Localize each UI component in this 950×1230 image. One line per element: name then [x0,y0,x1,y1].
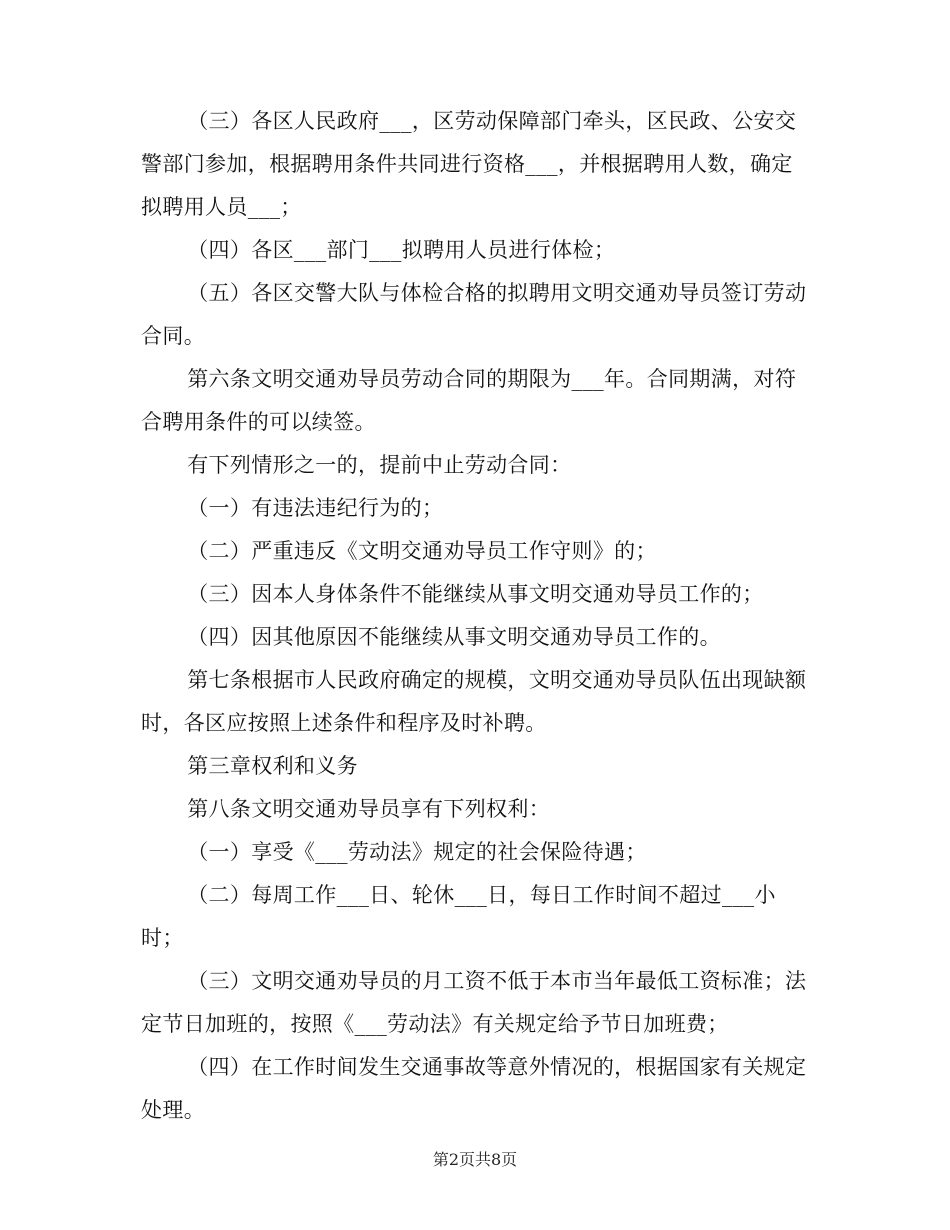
document-body [141,100,811,1132]
paragraph-3: （五）各区交警大队与体检合格的拟聘用文明交通劝导员签订劳动合同。 [141,281,807,348]
paragraph-9: （四）因其他原因不能继续从事文明交通劝导员工作的。 [187,625,721,649]
paragraph-14: （二）每周工作___日、轮休___日，每日工作时间不超过___小时； [141,883,776,950]
paragraph-12: 第八条文明交通劝导员享有下列权利： [187,797,551,821]
paragraph-1: （三）各区人民政府___，区劳动保障部门牵头，区民政、公安交警部门参加，根据聘用条件共同进行资格___，并根据聘用人数，确定拟聘用人员___； [141,109,797,219]
paragraph-10: 第七条根据市人民政府确定的规模，文明交通劝导员队伍出现缺额时，各区应按照上述条件和程序及时补聘。 [141,668,807,735]
paragraph-15: （三）文明交通劝导员的月工资不低于本市当年最低工资标准；法定节日加班的，按照《___劳动法》有关规定给予节日加班费； [141,969,807,1036]
paragraph-13: （一）享受《___劳动法》规定的社会保险待遇； [187,840,647,864]
paragraph-6: （一）有违法违纪行为的； [187,496,444,520]
paragraph-16: （四）在工作时间发生交通事故等意外情况的，根据国家有关规定处理。 [141,1055,807,1122]
paragraph-8: （三）因本人身体条件不能继续从事文明交通劝导员工作的； [187,582,764,606]
paragraph-5: 有下列情形之一的，提前中止劳动合同： [187,453,572,477]
paragraph-7: （二）严重违反《文明交通劝导员工作守则》的； [187,539,657,563]
page-footer [0,1150,950,1170]
chapter-heading: 第三章权利和义务 [187,754,358,778]
paragraph-4: 第六条文明交通劝导员劳动合同的期限为___年。合同期满，对符合聘用条件的可以续签。 [141,367,797,434]
page-number-label: 第2页共8页 [432,1150,518,1169]
paragraph-2: （四）各区___部门___拟聘用人员进行体检； [187,238,616,262]
